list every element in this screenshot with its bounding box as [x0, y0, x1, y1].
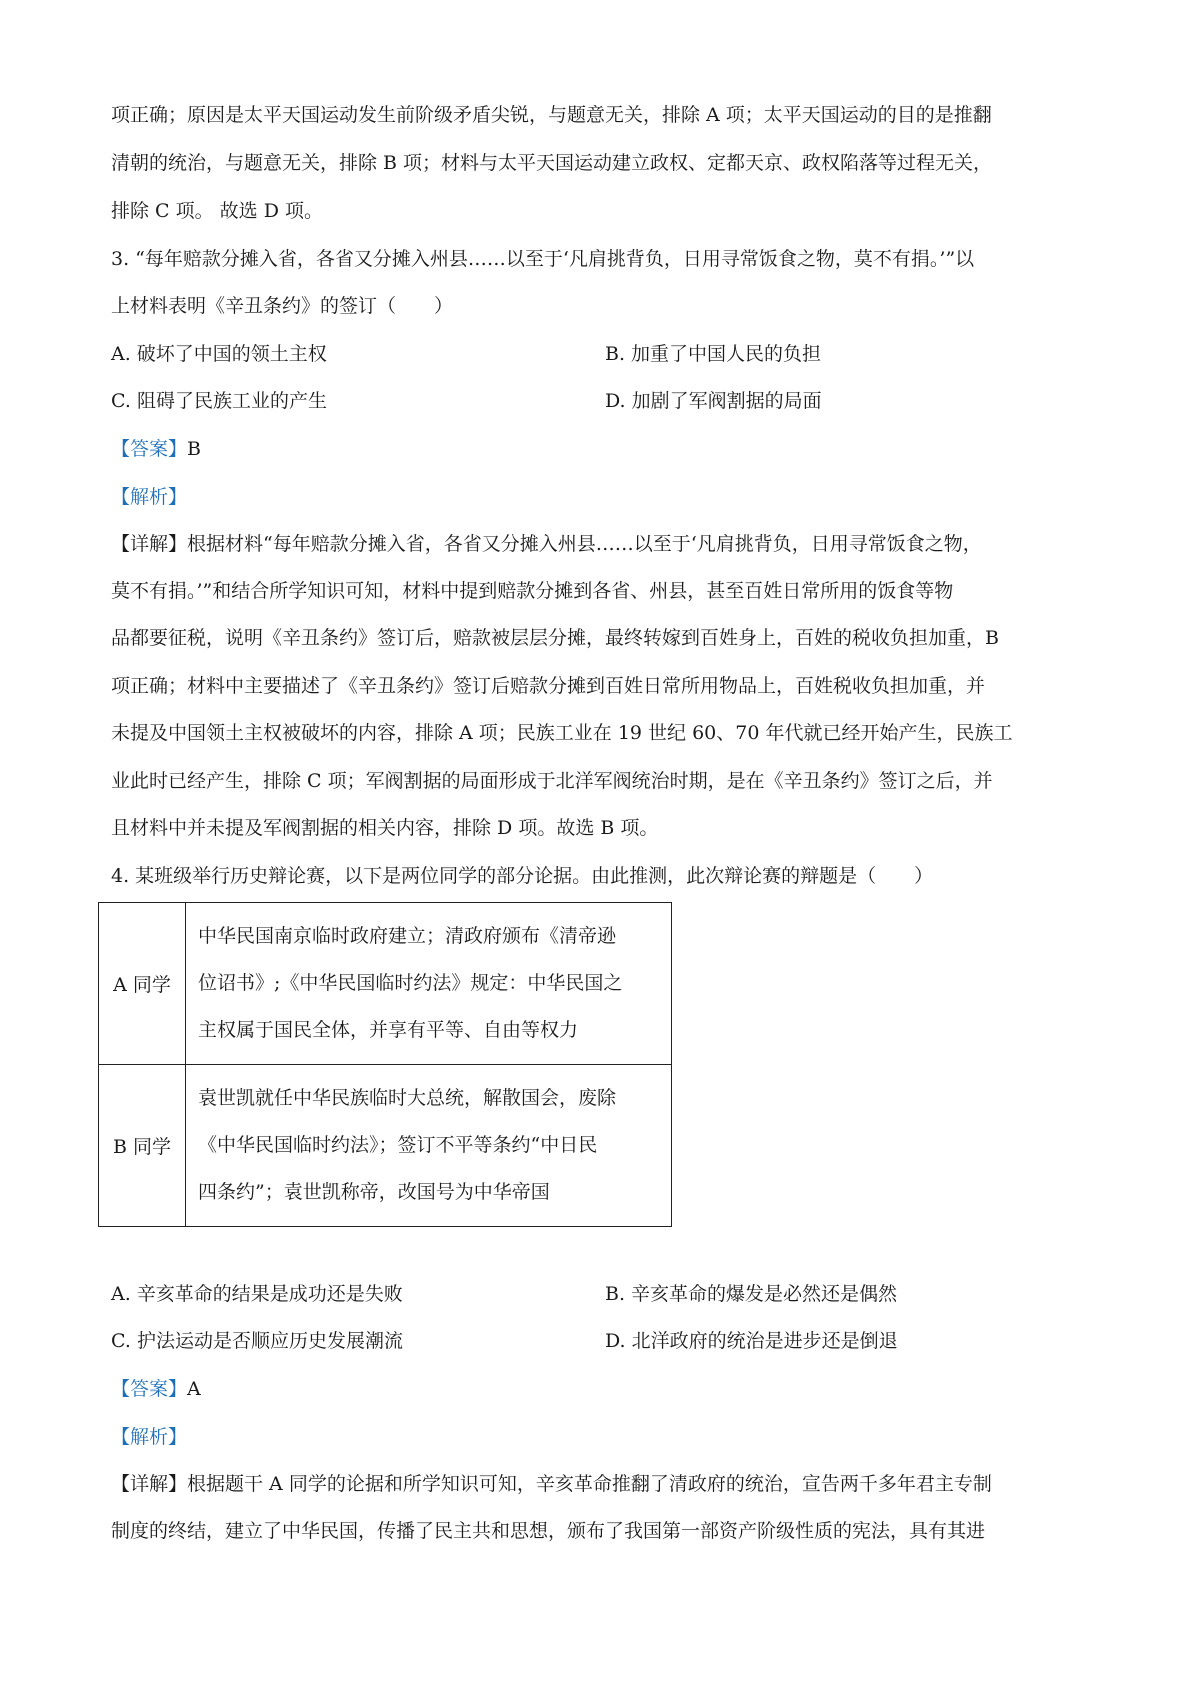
q4-analysis: [111, 1423, 1101, 1451]
debate-table: [98, 902, 672, 1227]
q3-detail-first: [111, 530, 1101, 558]
intro-line: 项正确；原因是太平天国运动发生前阶级矛盾尖锐，与题意无关，排除 A 项；太平天国运动的目的是推翻: [111, 104, 992, 126]
q3-option-b: B. 加重了中国人民的负担: [605, 343, 822, 365]
answer-label: 【答案】: [111, 1378, 188, 1400]
q3-detail-line: 业此时已经产生，排除 C 项；军阀割据的局面形成于北洋军阀统治时期，是在《辛丑条约》签订之后，并: [111, 770, 993, 792]
q3-option-a: A. 破坏了中国的领土主权: [111, 343, 327, 365]
argument-line: 四条约”；袁世凯称帝，改国号为中华帝国: [198, 1181, 550, 1203]
q3-option-d: D. 加剧了军阀割据的局面: [605, 390, 822, 412]
q3-detail-line: 项正确；材料中主要描述了《辛丑条约》签订后赔款分摊到百姓日常所用物品上，百姓税收负担加重，并: [111, 675, 986, 697]
analysis-label: 【解析】: [111, 1426, 188, 1448]
intro-line: 清朝的统治，与题意无关，排除 B 项；材料与太平天国运动建立政权、定都天京、政权陷落等过程无关，: [111, 152, 993, 174]
q4-option-c: C. 护法运动是否顺应历史发展潮流: [111, 1330, 403, 1352]
argument-line: 中华民国南京临时政府建立；清政府颁布《清帝逊: [198, 925, 617, 947]
q3-detail-line: 且材料中并未提及军阀割据的相关内容，排除 D 项。故选 B 项。: [111, 817, 659, 839]
q4-answer: [111, 1375, 1101, 1403]
q3-detail-line: 莫不有捐。’”和结合所学知识可知，材料中提到赔款分摊到各省、州县，甚至百姓日常所用的饭食等物: [111, 580, 954, 602]
argument-line: 主权属于国民全体，并享有平等、自由等权力: [198, 1019, 579, 1041]
table-row: [99, 1065, 672, 1227]
q4-option-a: A. 辛亥革命的结果是成功还是失败: [111, 1283, 403, 1305]
argument-line: 袁世凯就任中华民族临时大总统，解散国会，废除: [198, 1087, 617, 1109]
q3-stem-line: 3. “每年赔款分摊入省，各省又分摊入州县……以至于‘凡肩挑背负，日用寻常饭食之物，莫不有捐。’”以: [111, 248, 975, 270]
student-b-cell: B 同学: [99, 1065, 186, 1227]
table-row: [99, 903, 672, 1065]
q3-option-c: C. 阻碍了民族工业的产生: [111, 390, 327, 412]
detail-label: 【详解】: [111, 533, 188, 555]
detail-text: 根据题干 A 同学的论据和所学知识可知，辛亥革命推翻了清政府的统治，宣告两千多年君主专制: [187, 1473, 992, 1495]
argument-line: 位诏书》;《中华民国临时约法》规定：中华民国之: [198, 972, 623, 994]
student-b-arguments: [186, 1065, 672, 1227]
q3-answer: [111, 435, 1101, 463]
detail-text: 根据材料“每年赔款分摊入省，各省又分摊入州县……以至于‘凡肩挑背负，日用寻常饭食之物，: [187, 533, 982, 555]
answer-label: 【答案】: [111, 438, 188, 460]
answer-value: B: [187, 438, 201, 460]
q4-option-d: D. 北洋政府的统治是进步还是倒退: [605, 1330, 898, 1352]
q4-option-b: B. 辛亥革命的爆发是必然还是偶然: [605, 1283, 898, 1305]
q4-stem: 4. 某班级举行历史辩论赛，以下是两位同学的部分论据。由此推测，此次辩论赛的辩题是（ ）: [111, 865, 934, 887]
argument-line: 《中华民国临时约法》；签订不平等条约“中日民: [198, 1134, 598, 1156]
q3-detail-line: 未提及中国领土主权被破坏的内容，排除 A 项；民族工业在 19 世纪 60、70 年代就已经开始产生，民族工: [111, 722, 1013, 744]
student-a-cell: A 同学: [99, 903, 186, 1065]
q3-analysis: [111, 483, 1101, 511]
q4-detail-line: 制度的终结，建立了中华民国，传播了民主共和思想，颁布了我国第一部资产阶级性质的宪法，具有其进: [111, 1520, 986, 1542]
q3-detail-line: 品都要征税，说明《辛丑条约》签订后，赔款被层层分摊，最终转嫁到百姓身上，百姓的税收负担加重，B: [111, 627, 999, 649]
student-a-arguments: [186, 903, 672, 1065]
analysis-label: 【解析】: [111, 486, 188, 508]
q3-stem-line: 上材料表明《辛丑条约》的签订（ ）: [111, 295, 454, 317]
intro-line: 排除 C 项。 故选 D 项。: [111, 200, 323, 222]
q4-detail-first: [111, 1470, 1101, 1498]
answer-value: A: [187, 1378, 201, 1400]
detail-label: 【详解】: [111, 1473, 188, 1495]
